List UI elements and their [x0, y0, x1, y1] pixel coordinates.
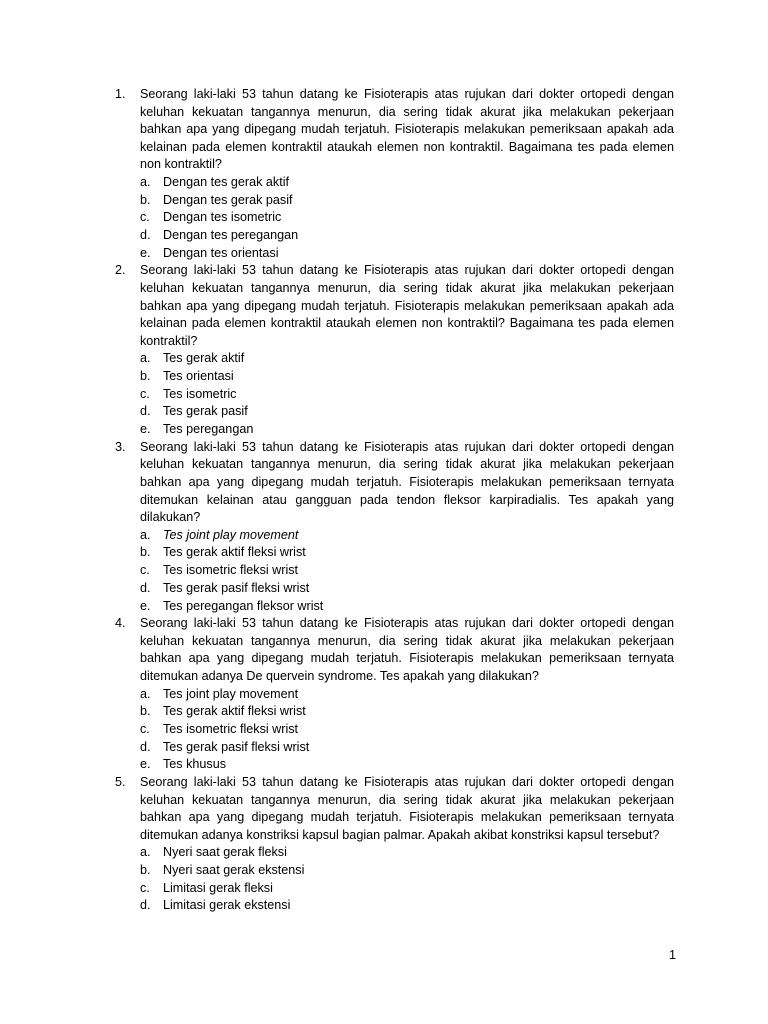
option-text: Tes orientasi — [163, 369, 234, 384]
answer-option — [0, 544, 768, 562]
option-text: Tes peregangan — [163, 422, 254, 437]
option-text: Tes gerak aktif — [163, 351, 245, 366]
option-letter: e. — [140, 422, 151, 437]
answer-option — [0, 227, 768, 245]
answer-option — [0, 844, 768, 862]
option-letter: d. — [140, 228, 151, 243]
question-text: Seorang laki-laki 53 tahun datang ke Fisioterapis atas rujukan dari dokter ortopedi dengan keluhan kekuatan tangannya menurun, dia sering tidak akurat jika melakukan pekerjaan bahkan apa yang dipegang mudah terjatuh. Fisioterapis melakukan pemeriksaan ternyata ditemukan adanya De quervein syndrome. Tes apakah yang dilakukan? — [140, 616, 674, 683]
option-letter: e. — [140, 598, 151, 613]
option-text: Limitasi gerak fleksi — [163, 880, 273, 895]
question-5 — [0, 774, 768, 915]
option-letter: a. — [140, 845, 151, 860]
answer-option — [0, 703, 768, 721]
question-number: 4. — [115, 616, 126, 631]
option-letter: c. — [140, 386, 150, 401]
option-letter: a. — [140, 527, 151, 542]
question-4 — [0, 615, 768, 774]
page-number: 1 — [668, 948, 676, 962]
option-letter: b. — [140, 704, 151, 719]
question-list — [0, 86, 768, 915]
answer-option — [0, 880, 768, 898]
answer-option — [0, 756, 768, 774]
question-number: 2. — [115, 263, 126, 278]
option-text: Tes gerak aktif fleksi wrist — [163, 704, 306, 719]
option-text: Nyeri saat gerak ekstensi — [163, 863, 305, 878]
answer-option — [0, 192, 768, 210]
option-letter: a. — [140, 351, 151, 366]
answer-option — [0, 421, 768, 439]
question-number: 3. — [115, 439, 126, 454]
option-text: Dengan tes peregangan — [163, 228, 299, 243]
option-text: Tes peregangan fleksor wrist — [163, 598, 324, 613]
answer-option — [0, 721, 768, 739]
option-text: Tes joint play movement — [163, 686, 299, 701]
option-text: Dengan tes gerak aktif — [163, 174, 290, 189]
option-text: Dengan tes orientasi — [163, 245, 279, 260]
option-text: Tes isometric fleksi wrist — [163, 563, 299, 578]
option-letter: c. — [140, 721, 150, 736]
answer-option — [0, 598, 768, 616]
question-number: 1. — [115, 87, 126, 101]
option-text: Tes gerak pasif fleksi wrist — [163, 739, 310, 754]
question-2 — [0, 262, 768, 438]
answer-option — [0, 245, 768, 263]
option-text: Tes gerak pasif fleksi wrist — [163, 580, 310, 595]
option-letter: a. — [140, 686, 151, 701]
answer-option — [0, 527, 768, 545]
option-letter: b. — [140, 863, 151, 878]
question-3 — [0, 439, 768, 615]
option-letter: e. — [140, 245, 151, 260]
option-text: Tes gerak pasif — [163, 404, 248, 419]
option-letter: c. — [140, 210, 150, 225]
question-number: 5. — [115, 775, 126, 790]
answer-option — [0, 562, 768, 580]
option-text: Dengan tes gerak pasif — [163, 192, 293, 207]
option-letter: b. — [140, 192, 151, 207]
question-1 — [0, 86, 768, 262]
option-text: Dengan tes isometric — [163, 210, 282, 225]
option-text: Tes gerak aktif fleksi wrist — [163, 545, 306, 560]
question-text: Seorang laki-laki 53 tahun datang ke Fisioterapis atas rujukan dari dokter ortopedi dengan keluhan kekuatan tangannya menurun, dia sering tidak akurat jika melakukan pekerjaan bahkan apa yang dipegang mudah terjatuh. Fisioterapis melakukan pemeriksaan ternyata ditemukan kelainan atau gangguan pada tendon fleksor karpiradialis. Tes apakah yang dilakukan? — [140, 439, 674, 525]
answer-option — [0, 897, 768, 915]
answer-option — [0, 386, 768, 404]
option-letter: c. — [140, 563, 150, 578]
option-letter: d. — [140, 898, 151, 913]
question-text: Seorang laki-laki 53 tahun datang ke Fisioterapis atas rujukan dari dokter ortopedi dengan keluhan kekuatan tangannya menurun, dia sering tidak akurat jika melakukan pekerjaan bahkan apa yang dipegang mudah terjatuh. Fisioterapis melakukan pemeriksaan apakah ada kelainan pada elemen kontraktil ataukah elemen non kontraktil? Bagaimana tes pada elemen kontraktil? — [140, 263, 674, 348]
answer-option — [0, 368, 768, 386]
option-text: Tes isometric — [163, 386, 237, 401]
answer-option — [0, 403, 768, 421]
option-letter: a. — [140, 174, 151, 189]
option-letter: d. — [140, 580, 151, 595]
question-text: Seorang laki-laki 53 tahun datang ke Fisioterapis atas rujukan dari dokter ortopedi dengan keluhan kekuatan tangannya menurun, dia sering tidak akurat jika melakukan pekerjaan bahkan apa yang dipegang mudah terjatuh. Fisioterapis melakukan pemeriksaan ternyata ditemukan adanya konstriksi kapsul bagian palmar. Apakah akibat konstriksi kapsul tersebut? — [140, 775, 674, 842]
option-letter: c. — [140, 880, 150, 895]
option-letter: d. — [140, 404, 151, 419]
option-text: Nyeri saat gerak fleksi — [163, 845, 287, 860]
answer-option — [0, 350, 768, 368]
answer-option — [0, 862, 768, 880]
answer-option — [0, 209, 768, 227]
option-text: Limitasi gerak ekstensi — [163, 898, 291, 913]
option-text: Tes joint play movement — [163, 527, 299, 542]
answer-option — [0, 174, 768, 192]
answer-option — [0, 580, 768, 598]
option-letter: d. — [140, 739, 151, 754]
answer-option — [0, 739, 768, 757]
answer-option — [0, 686, 768, 704]
option-letter: b. — [140, 369, 151, 384]
option-letter: e. — [140, 757, 151, 772]
option-text: Tes khusus — [163, 757, 226, 772]
question-text: Seorang laki-laki 53 tahun datang ke Fisioterapis atas rujukan dari dokter ortopedi dengan keluhan kekuatan tangannya menurun, dia sering tidak akurat jika melakukan pekerjaan bahkan apa yang dipegang mudah terjatuh. Fisioterapis melakukan pemeriksaan apakah ada kelainan pada elemen kontraktil ataukah elemen non kontraktil. Bagaimana tes pada elemen non kontraktil? — [140, 87, 674, 172]
option-letter: b. — [140, 545, 151, 560]
option-text: Tes isometric fleksi wrist — [163, 721, 299, 736]
